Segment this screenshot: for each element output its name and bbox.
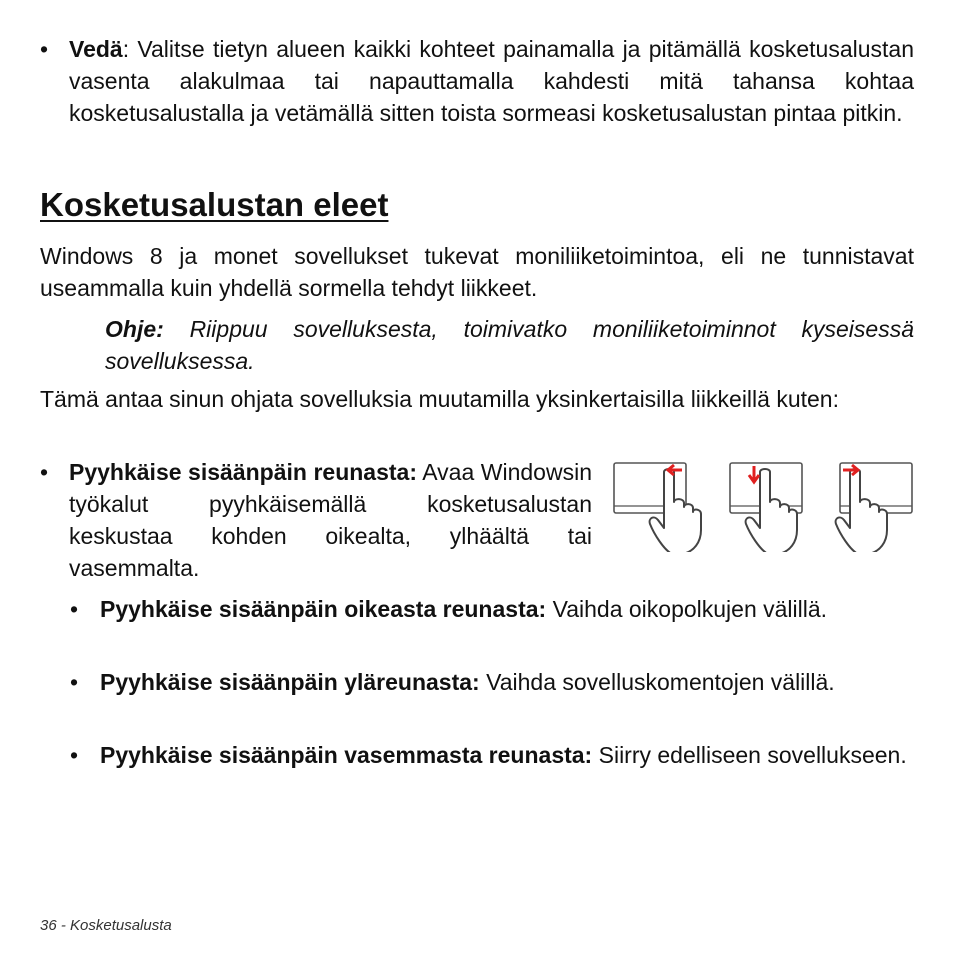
subitem-text: Vaihda oikopolkujen välillä. [546, 596, 828, 622]
subitem-left-edge [100, 739, 914, 771]
subitem-text: Siirry edelliseen sovellukseen. [592, 742, 907, 768]
subitem-right-edge [100, 593, 914, 625]
drag-paragraph [69, 33, 914, 129]
swipe-paragraph [69, 456, 592, 584]
subitem-term: Pyyhkäise sisäänpäin yläreunasta: [100, 669, 480, 695]
bullet-marker: • [70, 596, 79, 622]
note-label: Ohje: [105, 316, 164, 342]
bullet-marker: • [70, 742, 79, 768]
bullet-marker: • [70, 669, 79, 695]
subitem-top-edge [100, 666, 914, 698]
subitem-term: Pyyhkäise sisäänpäin vasemmasta reunasta: [100, 742, 593, 768]
swipe-right-edge-illustration [614, 463, 701, 552]
swipe-left-edge-illustration [836, 463, 912, 552]
page-footer: 36 - Kosketusalusta [40, 917, 172, 934]
bullet-marker: • [40, 36, 49, 62]
intro-paragraph: Windows 8 ja monet sovellukset tukevat moniliiketoimintoa, eli ne tunnistavat useammalla kuin yhdellä sormella tehdyt liikkeet. [40, 243, 914, 301]
note-paragraph [105, 313, 914, 377]
subitem-term: Pyyhkäise sisäänpäin oikeasta reunasta: [100, 596, 547, 622]
drag-text: : Valitse tietyn alueen kaikki kohteet painamalla ja pitämällä kosketusalustan vasenta alakulmaa tai napauttamalla kahdesti mitä tahansa kohtaa kosketusalustalla ja vetämällä sitten toista sormeasi kosketusalustan pintaa pitkin. [69, 36, 914, 126]
swipe-top-edge-illustration [730, 463, 802, 552]
lead-paragraph: Tämä antaa sinun ohjata sovelluksia muutamilla yksinkertaisilla liikkeillä kuten: [40, 386, 839, 412]
note-text: Riippuu sovelluksesta, toimivatko moniliiketoiminnot kyseisessä sovelluksessa. [105, 316, 914, 374]
drag-term: Vedä [69, 36, 123, 62]
bullet-marker: • [40, 459, 49, 485]
subitem-text: Vaihda sovelluskomentojen välillä. [479, 669, 835, 695]
gesture-illustrations [612, 460, 914, 552]
swipe-text: Avaa Windowsin työkalut pyyhkäisemällä kosketusalustan keskustaa kohden oikealta, ylhäältä tai vasemmalta. [69, 459, 592, 581]
swipe-term: Pyyhkäise sisäänpäin reunasta: [69, 459, 417, 485]
section-heading: Kosketusalustan eleet [40, 186, 389, 223]
